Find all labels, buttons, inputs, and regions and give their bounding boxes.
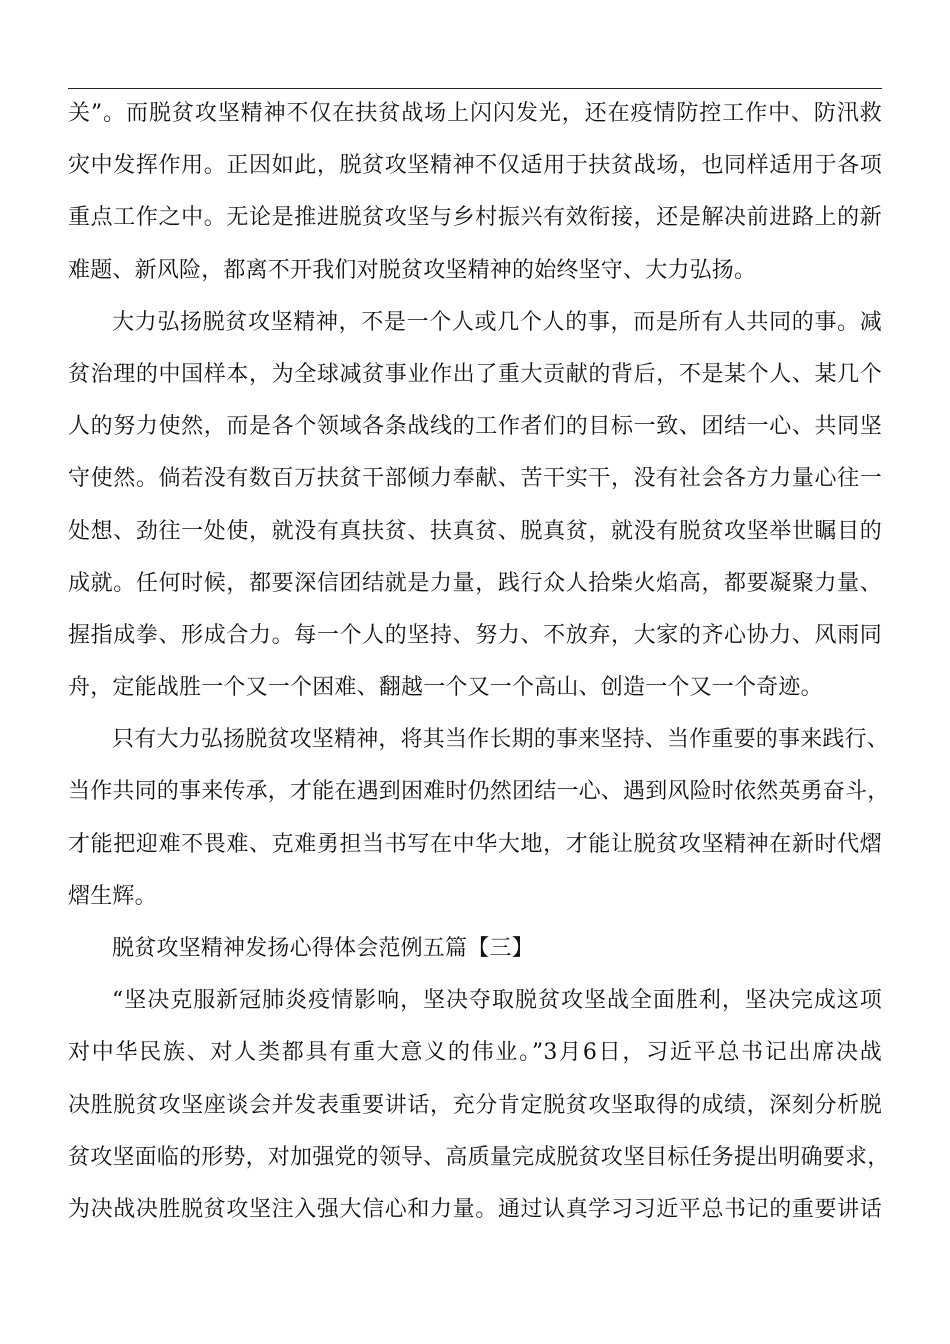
text-line: 人的努力使然，而是各个领域各条战线的工作者们的目标一致、团结一心、共同坚 [68,414,882,440]
text-line: 贫治理的中国样本，为全球减贫事业作出了重大贡献的背后，不是某个人、某几个 [68,361,882,387]
text-line: 才能把迎难不畏难、克难勇担当书写在中华大地，才能让脱贫攻坚精神在新时代熠 [68,831,882,857]
text-line: 贫攻坚面临的形势，对加强党的领导、高质量完成脱贫攻坚目标任务提出明确要求， [68,1144,890,1170]
text-line: 关”。而脱贫攻坚精神不仅在扶贫战场上闪闪发光，还在疫情防控工作中、防汛救 [68,101,882,126]
text-line: 舟，定能战胜一个又一个困难、翻越一个又一个高山、创造一个又一个奇迹。 [68,675,823,701]
section-heading: 脱贫攻坚精神发扬心得体会范例五篇【三】 [112,936,534,961]
document-body [68,88,890,1236]
text-line: 重点工作之中。无论是推进脱贫攻坚与乡村振兴有效衔接，还是解决前进路上的新 [68,205,882,231]
paragraph-first-line: 只有大力弘扬脱贫攻坚精神，将其当作长期的事来坚持、当作重要的事来践行、 [112,727,890,753]
text-line: 守使然。倘若没有数百万扶贫干部倾力奉献、苦干实干，没有社会各方力量心往一 [68,466,882,492]
text-line: 灾中发挥作用。正因如此，脱贫攻坚精神不仅适用于扶贫战场，也同样适用于各项 [68,153,882,179]
paragraph-first-line: “坚决克服新冠肺炎疫情影响，坚决夺取脱贫攻坚战全面胜利，坚决完成这项 [112,988,882,1014]
text-line: 对中华民族、对人类都具有重大意义的伟业。”3月6日，习近平总书记出席决战 [68,1040,882,1066]
text-line: 为决战决胜脱贫攻坚注入强大信心和力量。通过认真学习习近平总书记的重要讲话 [68,1196,882,1222]
text-line: 成就。任何时候，都要深信团结就是力量，践行众人拾柴火焰高，都要凝聚力量、 [68,570,882,596]
paragraph-first-line: 大力弘扬脱贫攻坚精神，不是一个人或几个人的事，而是所有人共同的事。减 [112,309,882,335]
text-line: 握指成拳、形成合力。每一个人的坚持、努力、不放弃，大家的齐心协力、风雨同 [68,622,882,648]
text-line: 熠生辉。 [68,883,157,909]
text-line: 当作共同的事来传承，才能在遇到困难时仍然团结一心、遇到风险时依然英勇奋斗， [68,779,890,805]
text-line: 决胜脱贫攻坚座谈会并发表重要讲话，充分肯定脱贫攻坚取得的成绩，深刻分析脱 [68,1092,882,1118]
text-line: 难题、新风险，都离不开我们对脱贫攻坚精神的始终坚守、大力弘扬。 [68,257,757,283]
text-line: 处想、劲往一处使，就没有真扶贫、扶真贫、脱真贫，就没有脱贫攻坚举世瞩目的 [68,518,882,544]
